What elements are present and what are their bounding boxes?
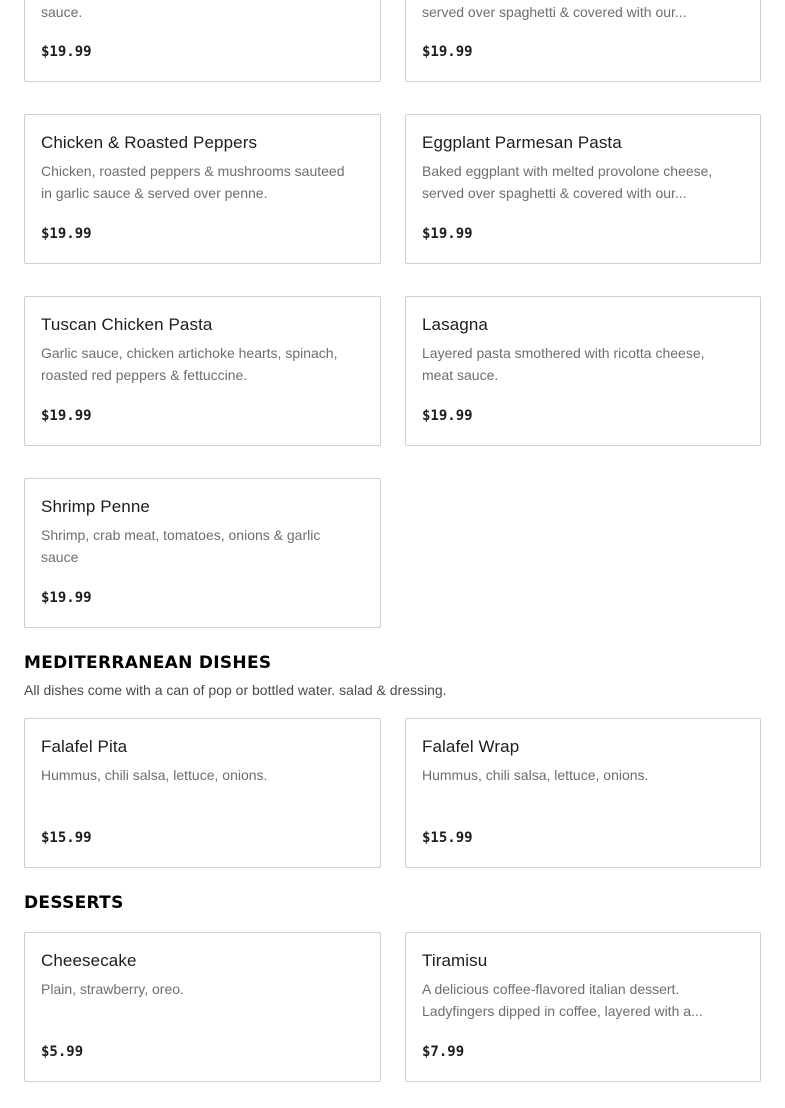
menu-item-title: Lasagna <box>422 315 488 334</box>
menu-item-price: $19.99 <box>41 408 92 424</box>
menu-item-description: Layered pasta smothered with ricotta cheese, meat sauce. <box>422 345 705 383</box>
menu-item-card[interactable] <box>24 114 381 264</box>
menu-item-card[interactable] <box>24 932 381 1082</box>
menu-item-description: Hummus, chili salsa, lettuce, onions. <box>41 767 268 783</box>
menu-item-card[interactable] <box>405 114 761 264</box>
menu-item-description: served over spaghetti & covered with our... <box>422 4 687 20</box>
menu-item-title: Falafel Pita <box>41 737 128 756</box>
menu-item-description: sauce. <box>41 4 83 20</box>
menu-item-price: $19.99 <box>422 44 473 60</box>
section-title-mediterranean: MEDITERRANEAN DISHES <box>24 653 272 673</box>
menu-item-title: Shrimp Penne <box>41 497 150 516</box>
menu-item-price: $19.99 <box>422 226 473 242</box>
menu-item-description: Garlic sauce, chicken artichoke hearts, spinach, roasted red peppers & fettuccine. <box>41 345 338 383</box>
menu-item-card[interactable] <box>24 478 381 628</box>
menu-item-card[interactable] <box>405 296 761 446</box>
section-title-desserts: DESSERTS <box>24 893 124 913</box>
menu-item-description: Shrimp, crab meat, tomatoes, onions & garlic sauce <box>41 527 321 565</box>
menu-item-card[interactable] <box>24 296 381 446</box>
menu-item-price: $19.99 <box>41 590 92 606</box>
section-subtitle-mediterranean: All dishes come with a can of pop or bottled water. salad & dressing. <box>24 682 447 698</box>
menu-item-title: Tuscan Chicken Pasta <box>41 315 213 334</box>
menu-item-card[interactable] <box>405 0 761 82</box>
menu-item-title: Tiramisu <box>422 951 488 970</box>
menu-item-title: Cheesecake <box>41 951 137 970</box>
menu-item-description: Chicken, roasted peppers & mushrooms sauteed in garlic sauce & served over penne. <box>41 163 345 201</box>
menu-item-description: Baked eggplant with melted provolone cheese, served over spaghetti & covered with our... <box>422 163 713 201</box>
menu-item-description: Plain, strawberry, oreo. <box>41 981 184 997</box>
menu-item-price: $15.99 <box>41 830 92 846</box>
menu-item-title: Chicken & Roasted Peppers <box>41 133 258 152</box>
menu-item-price: $15.99 <box>422 830 473 846</box>
menu-item-price: $19.99 <box>422 408 473 424</box>
menu-item-description: Hummus, chili salsa, lettuce, onions. <box>422 767 649 783</box>
menu-item-price: $19.99 <box>41 226 92 242</box>
menu-item-price: $19.99 <box>41 44 92 60</box>
menu-item-title: Eggplant Parmesan Pasta <box>422 133 622 152</box>
menu-item-description: A delicious coffee-flavored italian dessert. Ladyfingers dipped in coffee, layered with a... <box>422 981 703 1019</box>
menu-item-card[interactable] <box>24 0 381 82</box>
menu-item-price: $5.99 <box>41 1044 84 1060</box>
menu-item-title: Falafel Wrap <box>422 737 520 756</box>
menu-item-card[interactable] <box>405 932 761 1082</box>
menu-item-price: $7.99 <box>422 1044 465 1060</box>
menu-item-card[interactable] <box>405 718 761 868</box>
menu-item-card[interactable] <box>24 718 381 868</box>
